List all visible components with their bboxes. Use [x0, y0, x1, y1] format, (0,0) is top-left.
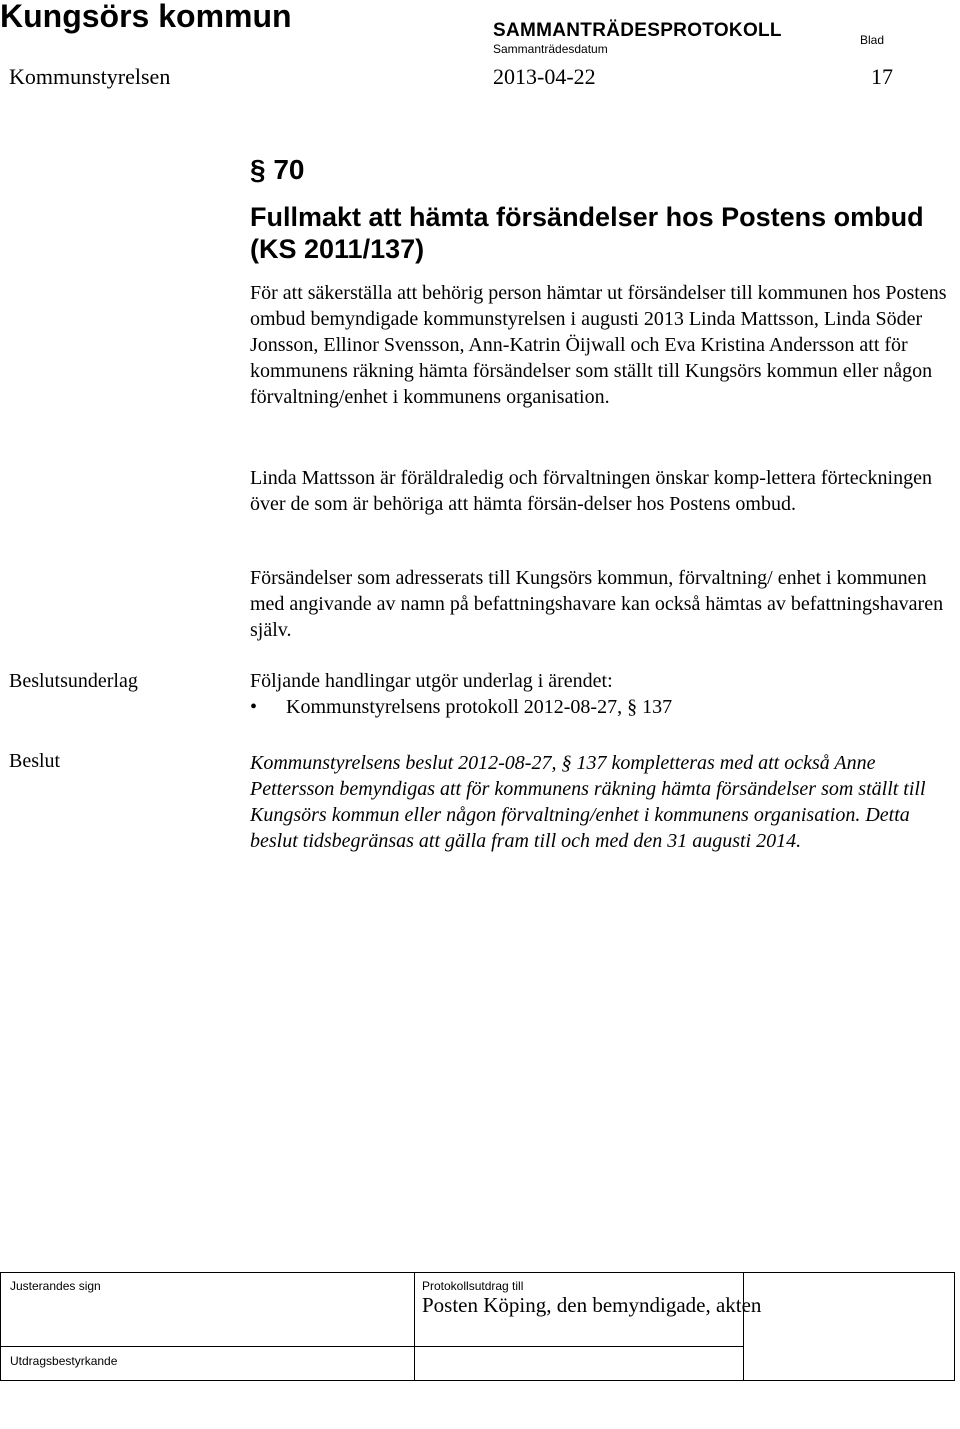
signature-footer: [0, 1272, 955, 1381]
footer-divider: [1, 1346, 743, 1347]
footer-divider: [743, 1273, 744, 1380]
protokollsutdrag-recipients: Posten Köping, den bemyndigade, akten: [422, 1293, 762, 1317]
bullet-marker: •: [250, 696, 258, 718]
page-label: Blad: [860, 33, 885, 47]
organization-name: Kungsörs kommun: [0, 0, 292, 34]
footer-divider: [414, 1273, 415, 1380]
justerandes-sign-label: Justerandes sign: [10, 1279, 101, 1293]
protokollsutdrag-label: Protokollsutdrag till: [422, 1279, 524, 1293]
page-number: 17: [871, 64, 893, 89]
utdragsbestyrkande-label: Utdragsbestyrkande: [10, 1354, 118, 1368]
body-paragraph: För att säkerställa att behörig person hämtar ut försändelser till kommunen hos Postens ombud bemyndigade kommunstyrelsen i augusti 2013 Linda Mattsson, Linda Söder Jonsson, Ellinor Svensson, Ann-Katrin Öijwall och Eva Kristina Andersson att för kommunens räkning hämta försändelser som ställt till Kungsörs kommun eller någon förvaltning/enhet i kommunens organisation.: [250, 282, 947, 408]
beslut-label: Beslut: [9, 750, 61, 772]
section-title: Fullmakt att hämta försändelser hos Postens ombud (KS 2011/137): [250, 202, 924, 264]
paragraph-number: § 70: [250, 154, 305, 185]
underlag-intro: Följande handlingar utgör underlag i ärendet:: [250, 670, 613, 692]
document-type: SAMMANTRÄDESPROTOKOLL: [493, 20, 782, 41]
meeting-date-label: Sammanträdesdatum: [493, 42, 608, 56]
body-paragraph: Linda Mattsson är föräldraledig och förvaltningen önskar komp-lettera förteckningen över de som är behöriga att hämta försän-delser hos Postens ombud.: [250, 467, 932, 515]
beslutsunderlag-label: Beslutsunderlag: [9, 670, 138, 692]
decision-text: Kommunstyrelsens beslut 2012-08-27, § 137 kompletteras med att också Anne Pettersson bemyndigas att för kommunens räkning hämta försändelser som ställt till Kungsörs kommun eller någon förvaltning/enhet i kommunens organisation. Detta beslut tidsbegränsas att gälla fram till och med den 31 augusti 2014.: [250, 752, 926, 852]
committee-name: Kommunstyrelsen: [9, 64, 171, 89]
meeting-date: 2013-04-22: [493, 64, 596, 89]
body-paragraph: Försändelser som adresserats till Kungsörs kommun, förvaltning/ enhet i kommunen med angivande av namn på befattningshavare kan också hämtas av befattningshavaren själv.: [250, 567, 944, 641]
underlag-list-item: Kommunstyrelsens protokoll 2012-08-27, § 137: [286, 696, 673, 718]
